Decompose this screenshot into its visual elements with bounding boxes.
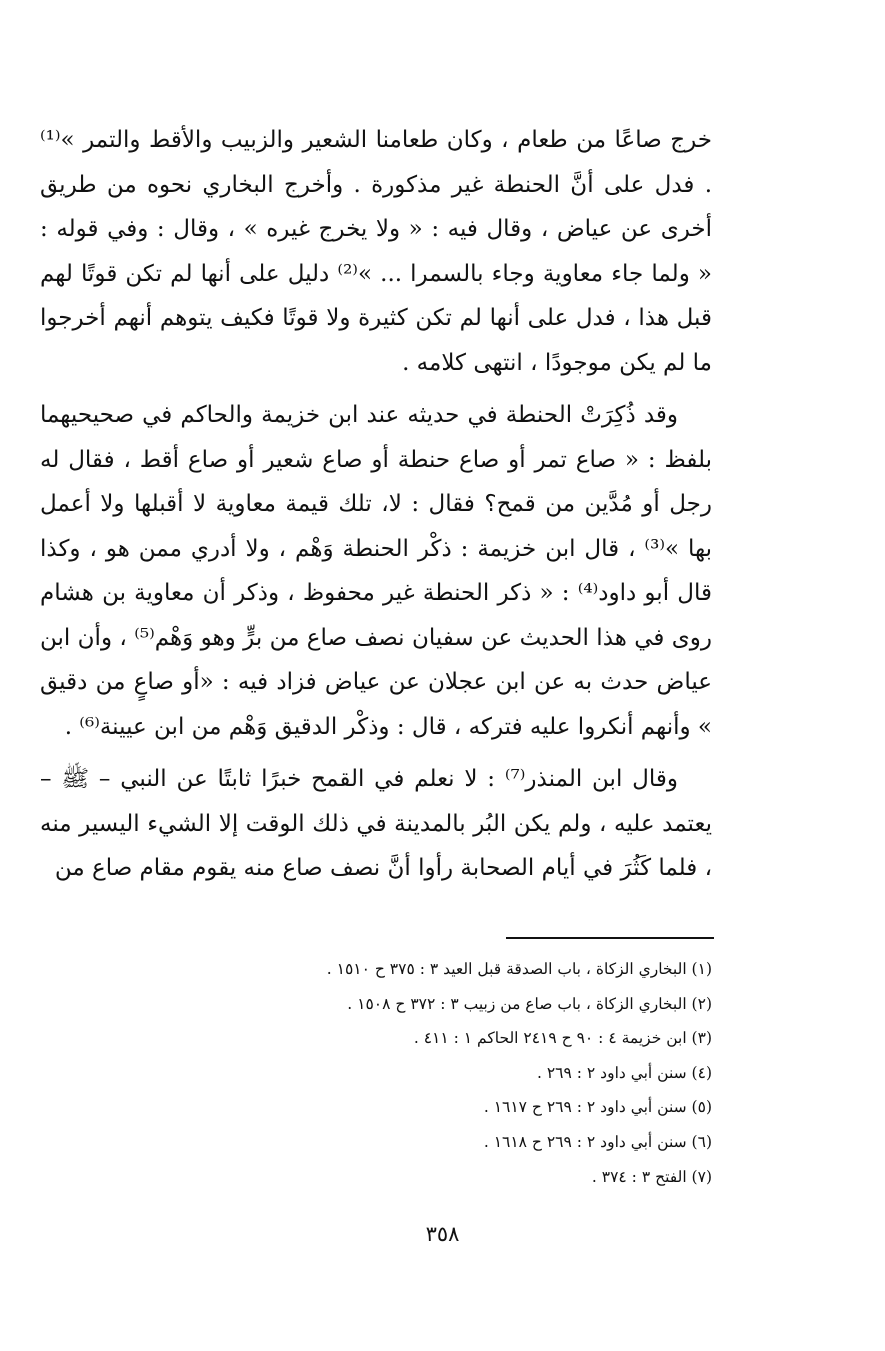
text-line: فلما كَثُرَ في أيام الصحابة رأوا أنَّ نصف صاع منه يقوم مقام صاع من <box>54 855 698 881</box>
text-line: وقال ابن المنذر⁽⁷⁾ : لا نعلم في القمح خبرًا ثابتًا عن النبي – ﷺ – <box>40 766 678 792</box>
text-line: ممن هو ، وكذا قال أبو داود⁽⁴⁾ : « ذكر الحنطة غير محفوظ ، وذكر أن <box>40 535 713 606</box>
text-line: صحيحيهما بلفظ : « صاع تمر أو صاع حنطة أو صاع شعير أو صاع <box>40 402 712 473</box>
text-line: هذا ، فدل على أنها لم تكن كثيرة ولا قوتًا فكيف يتوهم أنهم أخرجوا ما <box>40 305 712 376</box>
text-line: معاوية بن هشام روى في هذا الحديث عن سفيان نصف صاع من برٍّ وهو <box>40 580 713 651</box>
text-line: وقد ذُكِرَتْ الحنطة في حديثه عند ابن خزيمة والحاكم في <box>142 402 679 428</box>
footnotes <box>100 952 712 1194</box>
footnote: (١) البخاري الزكاة ، باب الصدقة قبل العيد ٣ : ٣٧٥ ح ١٥١٠ . <box>326 960 712 978</box>
main-text <box>40 118 712 891</box>
footnote: (٥) سنن أبي داود ٢ : ٢٦٩ ح ١٦١٧ . <box>483 1098 712 1117</box>
footnote: (٣) ابن خزيمة ٤ : ٩٠ ح ٢٤١٩ الحاكم ١ : ٤١١ . <box>413 1029 712 1048</box>
footnote-separator <box>506 937 714 939</box>
paragraph <box>40 118 712 385</box>
footnote: (٢) البخاري الزكاة ، باب صاع من زبيب ٣ : ٣٧٢ ح ١٥٠٨ . <box>347 994 712 1013</box>
paragraph <box>40 393 712 749</box>
text-line: خرج صاعًا من طعام ، وكان طعامنا الشعير والزبيب والأقط والتمر »⁽¹⁾ . <box>40 127 713 198</box>
text-line: فدل على أنَّ الحنطة غير مذكورة . وأخرج البخاري نحوه من طريق أخرى <box>40 171 713 242</box>
text-line: يعتمد عليه ، ولم يكن البُر بالمدينة في ذلك الوقت إلا الشيء اليسير منه ، <box>40 810 712 881</box>
text-line: أقط ، فقال له رجل أو مُدَّين من قمح؟ فقال : لا، تلك قيمة معاوية لا <box>40 446 712 517</box>
text-line: «أو صاعٍ من دقيق » وأنهم أنكروا عليه فتركه ، قال : وذكْر الدقيق وَهْم <box>40 669 712 740</box>
footnote: (٧) الفتح ٣ : ٣٧٤ . <box>591 1167 712 1186</box>
text-line: لم يكن موجودًا ، انتهى كلامه . <box>402 349 686 376</box>
page-number: ٣٥٨ <box>425 1222 460 1246</box>
text-line: جاء معاوية وجاء بالسمرا ... »⁽²⁾ دليل على أنها لم تكن قوتًا لهم قبل <box>40 260 712 331</box>
text-line: عن عياض ، وقال فيه : « ولا يخرج غيره » ، وقال : وفي قوله : « ولما <box>40 216 712 287</box>
footnote: (٤) سنن أبي داود ٢ : ٢٦٩ . <box>537 1063 712 1082</box>
footnote: (٦) سنن أبي داود ٢ : ٢٦٩ ح ١٦١٨ . <box>483 1132 712 1151</box>
text-line: وَهْم⁽⁵⁾ ، وأن ابن عياض حدث به عن ابن عجلان عن عياض فزاد فيه : <box>40 624 713 695</box>
paragraph <box>40 757 712 891</box>
text-line: أقبلها ولا أعمل بها »⁽³⁾ ، قال ابن خزيمة : ذكْر الحنطة وَهْم ، ولا أدري <box>40 491 712 562</box>
text-line: من ابن عيينة⁽⁶⁾ . <box>64 713 222 740</box>
